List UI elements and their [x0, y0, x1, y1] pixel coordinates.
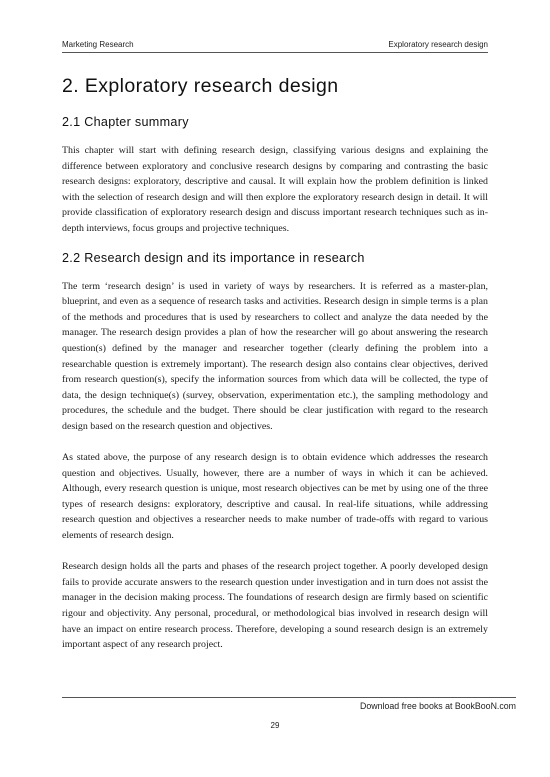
header-book-title: Marketing Research [62, 40, 134, 49]
chapter-title: 2. Exploratory research design [62, 75, 339, 97]
body-paragraph-3: Research design holds all the parts and phases of the research project together. A poorly developed design fails to provide accurate answers to the research question under investigation and in turn does not assist the manager in the decision making process. The foundations of research design are firmly based on scientific rigour and objectivity. Any personal, procedural, or methodological bias involved in research design will have an impact on entire research process. Therefore, developing a sound research design is an extremely important aspect of any research project. [62, 561, 488, 651]
section-heading-research-design: 2.2 Research design and its importance in research [62, 250, 365, 265]
header-chapter-title: Exploratory research design [388, 40, 488, 49]
download-link-text[interactable]: Download free books at BookBooN.com [360, 701, 516, 711]
body-paragraph-2: As stated above, the purpose of any research design is to obtain evidence which addresses the research question and objectives. Usually, however, there are a number of ways in which it can be achieved. Although, every research question is unique, most research objectives can be met by using one of the three types of research designs: exploratory, descriptive and causal. In real-life situations, while addressing research question and objectives a researcher needs to make number of trade-offs with regard to various elements of research design. [62, 452, 488, 542]
footer-rule [62, 697, 516, 698]
body-paragraph-1: The term ‘research design’ is used in variety of ways by researchers. It is referred as a master-plan, blueprint, and even as a sequence of research tasks and activities. Research design in simple terms is a plan of the methods and procedures that is used by researchers to collect and analyze the data needed by the manager. The research design provides a plan of how the researcher will go about answering the research question(s) defined by the manager and researcher together (clearly defining the problem into a researchable question is extremely important). The research design also contains clear objectives, derived from research question(s), specify the information sources from which data will be collected, the type of data, the design technique(s) (survey, observation, experimentation etc.), the sampling methodology and procedures, the schedule and the budget. There should be clear justification with regard to the research design based on the research question and objectives. [62, 280, 488, 432]
section-heading-summary: 2.1 Chapter summary [62, 115, 189, 129]
page-number: 29 [270, 721, 280, 730]
running-header [62, 38, 488, 53]
page-content [62, 66, 488, 653]
summary-paragraph: This chapter will start with defining research design, classifying various designs and explaining the difference between exploratory and conclusive research designs by comparing and contrasting the basic research designs: exploratory, descriptive and causal. It will explain how the problem definition is linked with the selection of research design and will then explore the exploratory research design in detail. It will provide classification of exploratory research design and discuss important research techniques such as in-depth interviews, focus groups and projective techniques. [62, 145, 488, 234]
